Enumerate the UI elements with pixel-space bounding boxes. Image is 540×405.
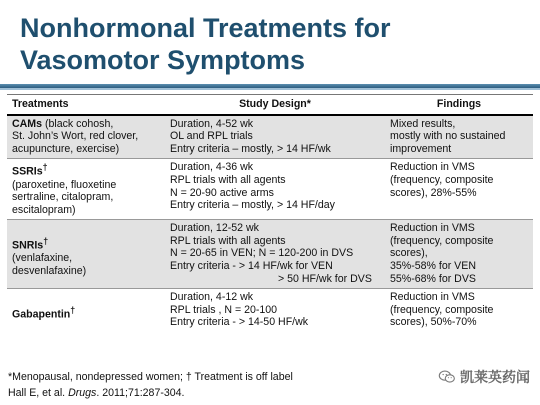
treatments-table (7, 94, 533, 332)
design-line: OL and RPL trials (170, 130, 253, 143)
drug-detail: St. John’s Wort, red clover, (12, 130, 139, 143)
treatment-cell (7, 115, 165, 159)
findings-line: 55%-68% for DVS (390, 272, 476, 285)
header-treatments: Treatments (7, 95, 165, 115)
watermark-text: 凯莱英药闻 (460, 369, 530, 385)
design-cell (165, 220, 385, 289)
reference-rest: . 2011;71:287-304. (96, 387, 185, 399)
findings-line: scores), 50%-70% (390, 316, 477, 329)
findings-line: (frequency, composite (390, 234, 494, 247)
drug-detail: acupuncture, exercise) (12, 142, 120, 155)
header-findings: Findings (385, 95, 533, 115)
table-row (7, 289, 533, 332)
findings-line: improvement (390, 142, 452, 155)
design-line: Entry criteria – mostly, > 14 HF/wk (170, 142, 331, 155)
design-line: Entry criteria - > 14 HF/wk for VEN (170, 260, 333, 273)
findings-line: (frequency, composite (390, 173, 494, 186)
drug-detail: (venlafaxine, (12, 252, 73, 264)
drug-detail: (paroxetine, fluoxetine (12, 178, 117, 191)
design-line: Duration, 4-12 wk (170, 291, 254, 304)
drug-detail: escitalopram) (12, 203, 76, 216)
table-row (7, 220, 533, 289)
design-line: RPL trials , N = 20-100 (170, 303, 278, 316)
design-line: RPL trials with all agents (170, 234, 286, 247)
findings-line: (frequency, composite (390, 303, 494, 316)
design-line: N = 20-90 active arms (170, 186, 274, 199)
treatment-cell (7, 289, 165, 332)
design-line: Duration, 4-36 wk (170, 161, 254, 174)
findings-line: Reduction in VMS (390, 291, 475, 304)
design-line: N = 20-65 in VEN; N = 120-200 in DVS (170, 247, 354, 260)
findings-cell (385, 115, 533, 159)
design-line: RPL trials with all agents (170, 173, 286, 186)
findings-line: 35%-58% for VEN (390, 260, 476, 273)
table-row (7, 159, 533, 220)
design-cell (165, 159, 385, 220)
design-cell (165, 115, 385, 159)
design-line: > 50 HF/wk for DVS (278, 272, 372, 285)
drug-name: SNRIs (12, 239, 44, 252)
off-label-mark: † (42, 162, 48, 173)
design-cell (165, 289, 385, 332)
findings-cell (385, 159, 533, 220)
drug-name: Gabapentin (12, 308, 71, 321)
findings-line: Reduction in VMS (390, 222, 475, 235)
treatment-cell (7, 220, 165, 289)
drug-name: CAMs (12, 117, 43, 130)
wechat-icon (438, 370, 456, 384)
header-study-design: Study Design* (165, 95, 385, 115)
reference (8, 387, 185, 399)
drug-detail: (black cohosh, (42, 117, 114, 130)
design-line: Duration, 12-52 wk (170, 222, 259, 235)
findings-cell (385, 289, 533, 332)
findings-line: Reduction in VMS (390, 161, 475, 174)
treatment-cell (7, 159, 165, 220)
drug-name: SSRIs (12, 165, 43, 178)
footnote: *Menopausal, nondepressed women; † Treatment is off label (8, 371, 293, 383)
drug-detail: sertraline, citalopram, (12, 191, 114, 204)
findings-line: scores), 28%-55% (390, 186, 477, 199)
title-divider-light (0, 88, 540, 90)
off-label-mark: † (70, 304, 76, 315)
drug-detail: desvenlafaxine) (12, 264, 87, 277)
watermark (438, 367, 530, 387)
slide-title: Nonhormonal Treatments for Vasomotor Symptoms (20, 13, 391, 75)
reference-journal: Drugs (68, 387, 97, 399)
design-line: Entry criteria – mostly, > 14 HF/day (170, 199, 335, 212)
findings-line: Mixed results, (390, 117, 456, 130)
findings-cell (385, 220, 533, 289)
findings-line: mostly with no sustained (390, 130, 506, 143)
design-line: Entry criteria - > 14-50 HF/wk (170, 316, 309, 329)
findings-line: scores), (390, 247, 428, 260)
off-label-mark: † (43, 235, 49, 246)
table-row (7, 115, 533, 159)
design-line: Duration, 4-52 wk (170, 117, 254, 130)
reference-authors: Hall E, et al. (8, 387, 69, 399)
table-header-row (7, 95, 533, 115)
